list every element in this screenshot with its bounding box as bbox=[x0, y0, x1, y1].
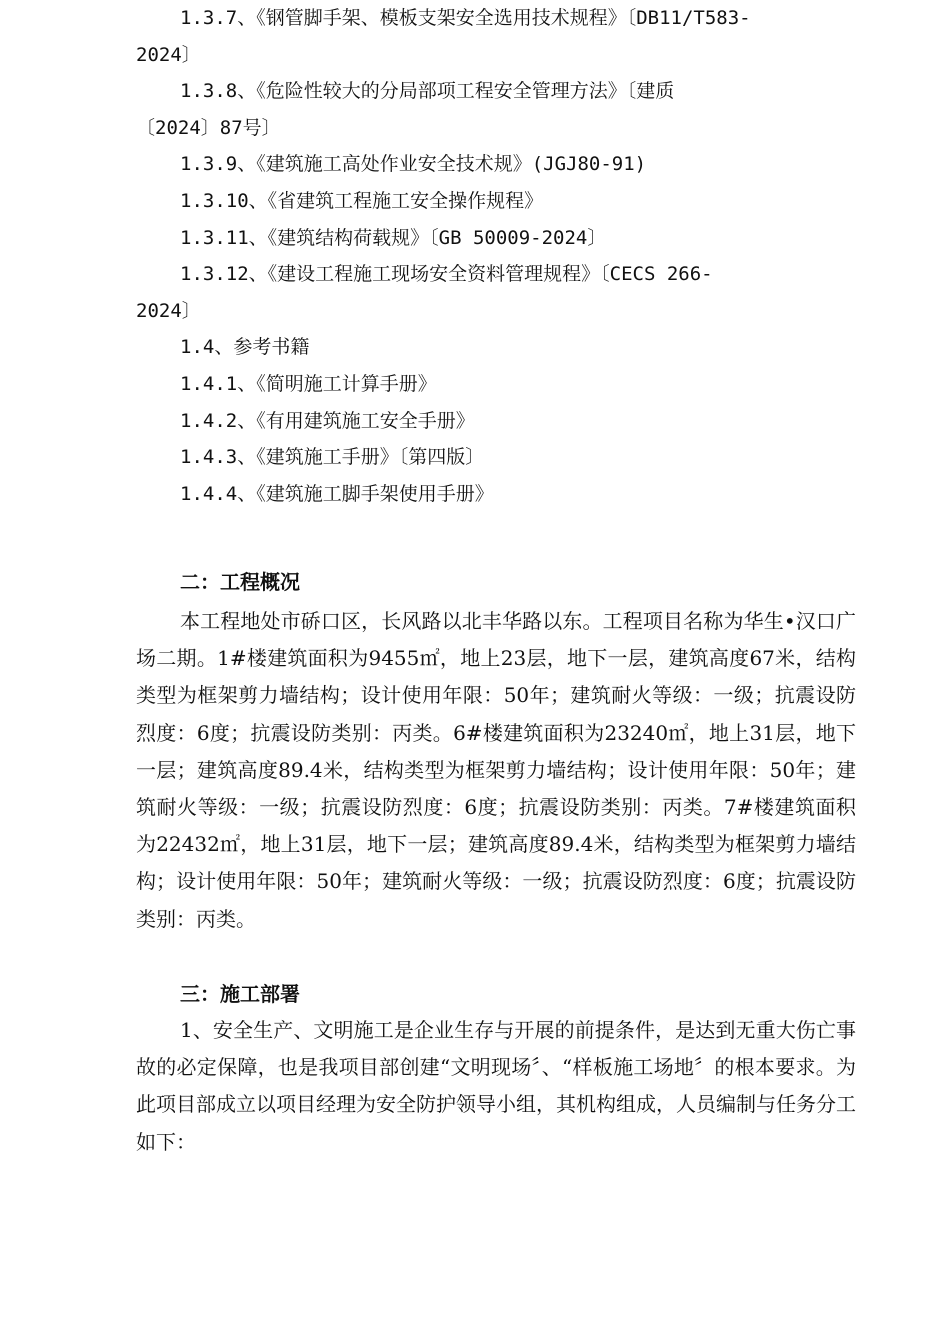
reference-text: 1.4.4、《建筑施工脚手架使用手册》 bbox=[180, 482, 494, 505]
reference-text: 1.4.3、《建筑施工手册》〔第四版〕 bbox=[180, 446, 485, 469]
reference-item bbox=[136, 220, 856, 257]
reference-item bbox=[136, 256, 856, 329]
reference-continuation: 2024〕 bbox=[136, 43, 201, 66]
reference-continuation: 〔2024〕87号〕 bbox=[136, 116, 281, 139]
reference-text: 1.3.9、《建筑施工高处作业安全技术规》(JGJ80-91) bbox=[180, 153, 647, 176]
reference-subheading bbox=[136, 329, 856, 366]
section-heading-deployment: 三：施工部署 bbox=[180, 982, 300, 1006]
overview-body bbox=[136, 603, 856, 938]
reference-text: 1.3.12、《建设工程施工现场安全资料管理规程》〔CECS 266- bbox=[180, 263, 713, 286]
reference-item bbox=[136, 439, 856, 476]
reference-text: 1.4、参考书籍 bbox=[180, 336, 310, 359]
section-heading-overview: 二：工程概况 bbox=[180, 570, 300, 594]
deployment-paragraph: 1、安全生产、文明施工是企业生存与开展的前提条件，是达到无重大伤亡事故的必定保障，也是我项目部创建“文明现场〞、“样板施工场地〞的根本要求。为此项目部成立以项目经理为安全防护领导小组，其机构组成，人员编制与任务分工如下： bbox=[136, 1018, 856, 1154]
reference-list bbox=[136, 0, 856, 512]
reference-text: 1.4.1、《简明施工计算手册》 bbox=[180, 372, 437, 395]
reference-item bbox=[136, 146, 856, 183]
reference-text: 1.3.8、《危险性较大的分局部项工程安全管理方法》〔建质 bbox=[180, 80, 675, 103]
reference-text: 1.3.11、《建筑结构荷载规》〔GB 50009-2024〕 bbox=[180, 226, 607, 249]
deployment-body bbox=[136, 1012, 856, 1161]
reference-text: 1.3.10、《省建筑工程施工安全操作规程》 bbox=[180, 189, 544, 212]
reference-item bbox=[136, 73, 856, 146]
reference-text: 1.3.7、《钢管脚手架、模板支架安全选用技术规程》〔DB11/T583- bbox=[180, 7, 751, 29]
reference-continuation: 2024〕 bbox=[136, 299, 201, 322]
reference-item bbox=[136, 0, 856, 73]
reference-item bbox=[136, 476, 856, 513]
reference-item bbox=[136, 366, 856, 403]
reference-text: 1.4.2、《有用建筑施工安全手册》 bbox=[180, 409, 475, 432]
reference-item bbox=[136, 403, 856, 440]
reference-item bbox=[136, 183, 856, 220]
overview-paragraph: 本工程地处市硚口区，长风路以北丰华路以东。工程项目名称为华生•汉口广场二期。1#楼建筑面积为9455㎡，地上23层，地下一层，建筑高度67米，结构类型为框架剪力墙结构；设计使用年限：50年；建筑耐火等级：一级；抗震设防烈度：6度；抗震设防类别：丙类。6#楼建筑面积为23240㎡，地上31层，地下一层；建筑高度89.4米，结构类型为框架剪力墙结构；设计使用年限：50年；建筑耐火等级：一级；抗震设防烈度：6度；抗震设防类别：丙类。7#楼建筑面积为22432㎡，地上31层，地下一层；建筑高度89.4米，结构类型为框架剪力墙结构；设计使用年限：50年；建筑耐火等级：一级；抗震设防烈度：6度；抗震设防类别：丙类。 bbox=[136, 609, 856, 931]
